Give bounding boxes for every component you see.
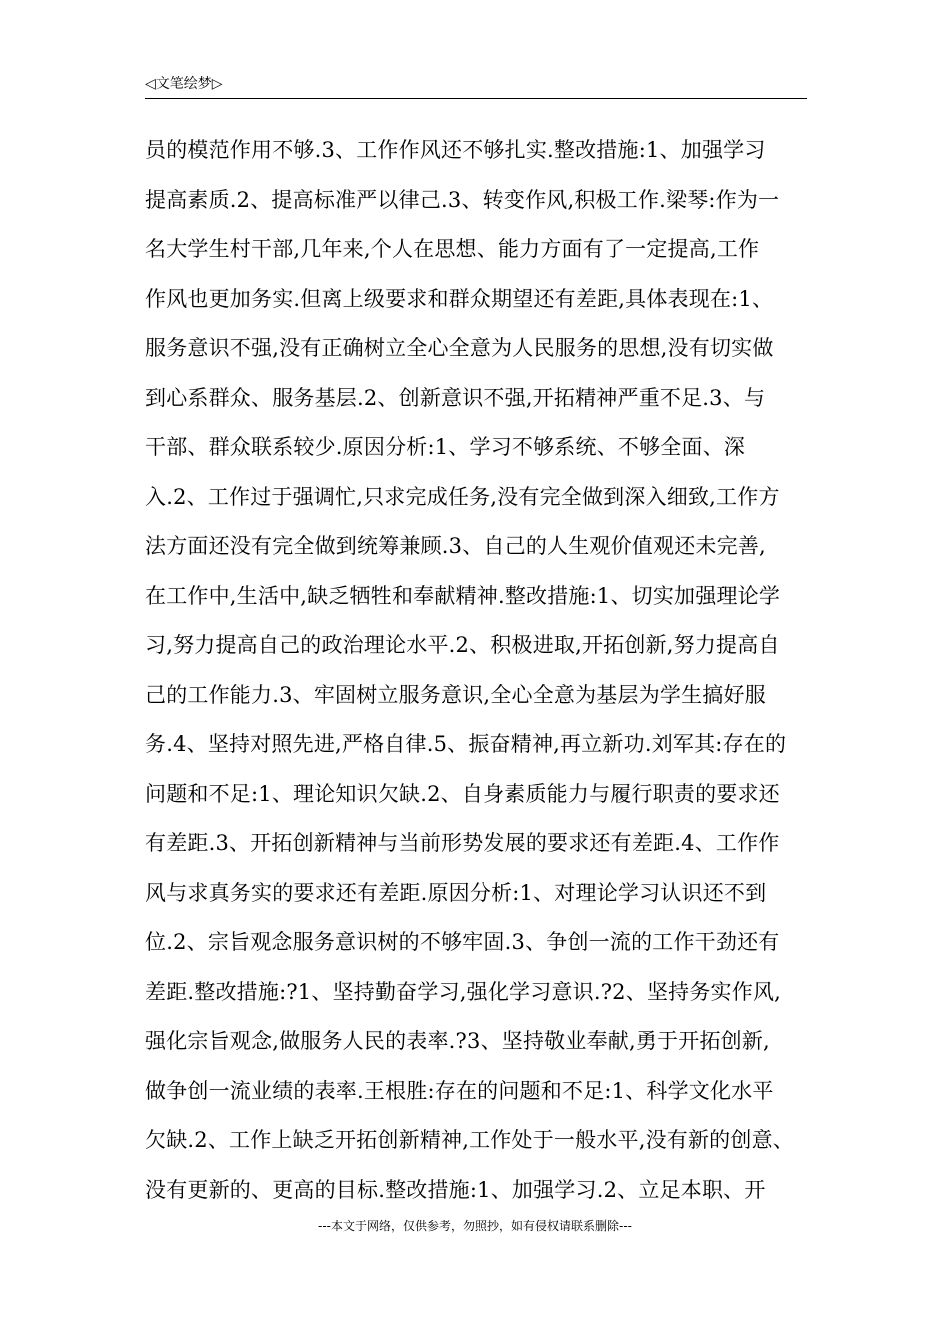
text-line: 有差距.3、开拓创新精神与当前形势发展的要求还有差距.4、工作作 — [145, 831, 780, 855]
text-line: 作风也更加务实.但离上级要求和群众期望还有差距,具体表现在:1、 — [145, 286, 774, 311]
text-line: 欠缺.2、工作上缺乏开拓创新精神,工作处于一般水平,没有新的创意、 — [145, 1128, 794, 1152]
text-line: 干部、群众联系较少.原因分析:1、学习不够系统、不够全面、深 — [145, 435, 746, 459]
text-line: 服务意识不强,没有正确树立全心全意为人民服务的思想,没有切实做 — [145, 336, 774, 360]
text-line: 提高素质.2、提高标准严以律己.3、转变作风,积极工作.梁琴:作为一 — [145, 187, 780, 212]
page-header — [145, 74, 807, 99]
document-body — [145, 132, 835, 1221]
text-line: 员的模范作用不够.3、工作作风还不够扎实.整改措施:1、加强学习 — [145, 138, 766, 162]
text-line: 法方面还没有完全做到统筹兼顾.3、自己的人生观价值观还未完善, — [145, 534, 766, 558]
text-line: 入.2、工作过于强调忙,只求完成任务,没有完全做到深入细致,工作方 — [145, 484, 780, 509]
text-line: 做争创一流业绩的表率.王根胜:存在的问题和不足:1、科学文化水平 — [145, 1078, 774, 1103]
text-line: 强化宗旨观念,做服务人民的表率.?3、坚持敬业奉献,勇于开拓创新, — [145, 1029, 770, 1053]
text-line: 位.2、宗旨观念服务意识树的不够牢固.3、争创一流的工作干劲还有 — [145, 930, 780, 954]
text-line: 到心系群众、服务基层.2、创新意识不强,开拓精神严重不足.3、与 — [145, 385, 766, 410]
text-line: 己的工作能力.3、牢固树立服务意识,全心全意为基层为学生搞好服 — [145, 682, 766, 707]
text-line: 风与求真务实的要求还有差距.原因分析:1、对理论学习认识还不到 — [145, 880, 767, 905]
header-title: ◁文笔绘梦▷ — [145, 76, 223, 92]
text-line: 问题和不足:1、理论知识欠缺.2、自身素质能力与履行职责的要求还 — [145, 781, 780, 806]
text-line: 习,努力提高自己的政治理论水平.2、积极进取,开拓创新,努力提高自 — [145, 633, 780, 657]
text-line: 名大学生村干部,几年来,个人在思想、能力方面有了一定提高,工作 — [145, 237, 760, 261]
text-line: 务.4、坚持对照先进,严格自律.5、振奋精神,再立新功.刘军其:存在的 — [145, 732, 787, 756]
text-line: 没有更新的、更高的目标.整改措施:1、加强学习.2、立足本职、开 — [145, 1177, 766, 1202]
page-footer: ---本文于网络，仅供参考，勿照抄，如有侵权请联系删除--- — [318, 1219, 632, 1233]
text-line: 差距.整改措施:?1、坚持勤奋学习,强化学习意识.?2、坚持务实作风, — [145, 979, 782, 1004]
text-line: 在工作中,生活中,缺乏牺牲和奉献精神.整改措施:1、切实加强理论学 — [145, 583, 781, 608]
